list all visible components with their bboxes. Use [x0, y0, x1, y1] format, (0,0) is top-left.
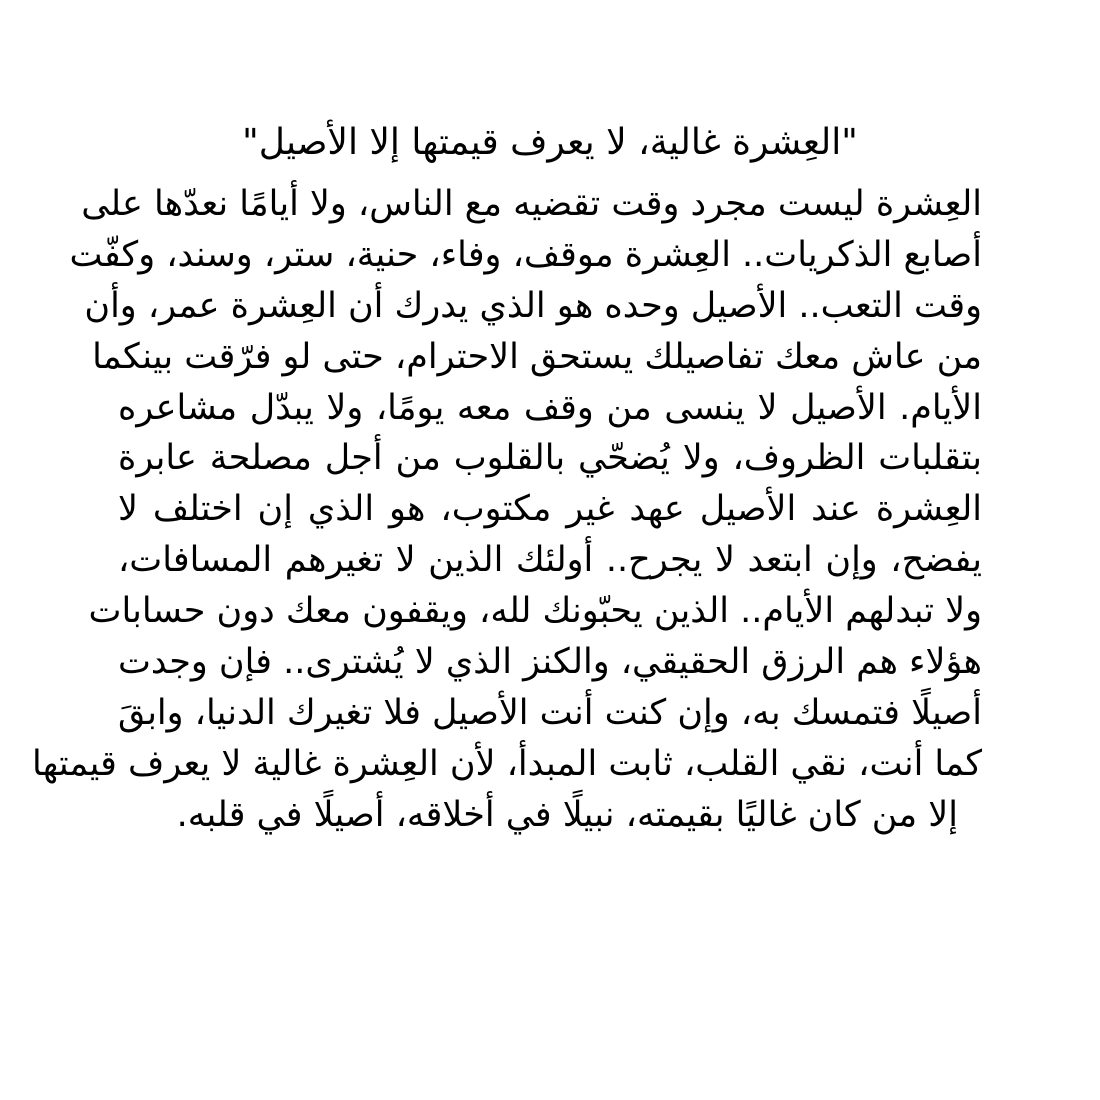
text-line: بتقلبات الظروف، ولا يُضحّي بالقلوب من أجل مصلحة عابرة: [118, 438, 982, 479]
body-paragraph: [32, 179, 982, 841]
text-line: يفضح، وإن ابتعد لا يجرح.. أولئك الذين لا تغيرهم المسافات،: [118, 540, 982, 581]
text-line: هؤلاء هم الرزق الحقيقي، والكنز الذي لا يُشترى.. فإن وجدت: [117, 642, 982, 683]
text-line: كما أنت، نقي القلب، ثابت المبدأ، لأن العِشرة غالية لا يعرف قيمتها: [32, 743, 982, 784]
text-line: أصيلًا فتمسك به، وإن كنت أنت الأصيل فلا تغيرك الدنيا، وابقَ: [118, 692, 982, 733]
text-line: العِشرة ليست مجرد وقت تقضيه مع الناس، ولا أيامًا نعدّها على: [81, 184, 982, 224]
quote-title: "العِشرة غالية، لا يعرف قيمتها إلا الأصيل": [242, 122, 858, 163]
text-line: ولا تبدلهم الأيام.. الذين يحبّونك لله، ويقفون معك دون حسابات: [88, 591, 982, 632]
text-line: أصابع الذكريات.. العِشرة موقف، وفاء، حنية، ستر، وسند، وكفّت: [69, 234, 982, 275]
text-line: وقت التعب.. الأصيل وحده هو الذي يدرك أن العِشرة عمر، وأن: [84, 285, 982, 326]
text-line: العِشرة عند الأصيل عهد غير مكتوب، هو الذي إن اختلف لا: [118, 489, 982, 530]
text-line: من عاش معك تفاصيلك يستحق الاحترام، حتى لو فرّقت بينكما: [92, 336, 982, 377]
text-line-last: إلا من كان غاليًا بقيمته، نبيلًا في أخلاقه، أصيلًا في قلبه.: [176, 794, 958, 835]
text-line: الأيام. الأصيل لا ينسى من وقف معه يومًا، ولا يبدّل مشاعره: [118, 387, 982, 428]
